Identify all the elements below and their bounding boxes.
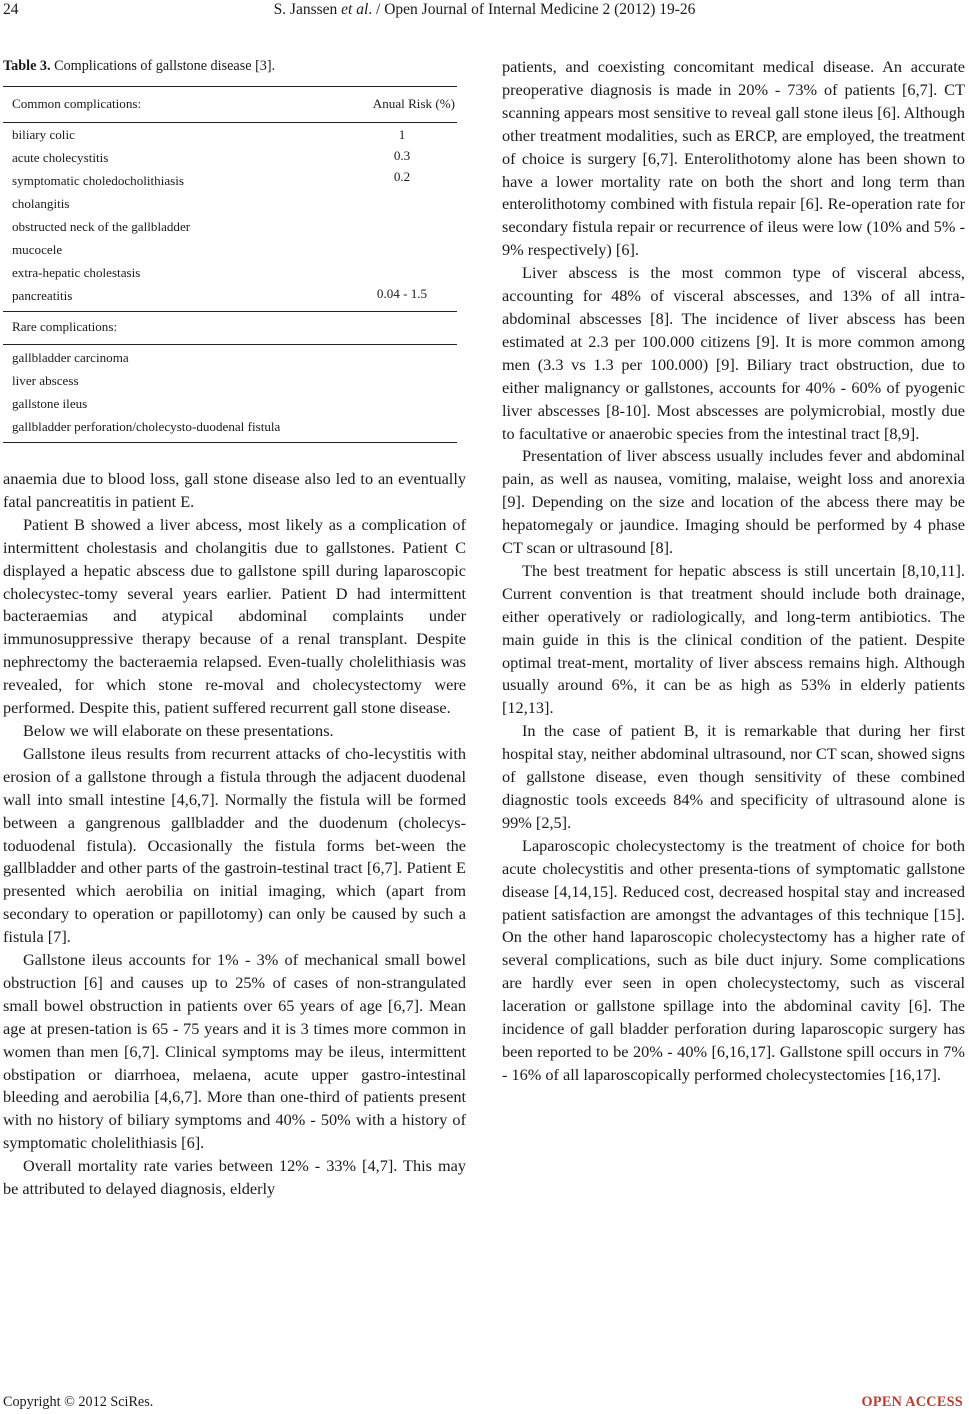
table-row: [12, 127, 457, 147]
complication-risk: 0.3: [393, 148, 411, 163]
complication-name: acute cholecystitis: [12, 150, 109, 165]
paragraph: Gallstone ileus results from recurrent attacks of cho-lecystitis with erosion of a gallstone through a fistula through the adjacent duodenal wall into small intestine [4,6,7]. Normally the fistula will be formed between a gangrenous gallbladder and the duodenum (cholecys-toduodenal fistula). Occasionally the fistula forms bet-ween the gallbladder and other parts of the gastroin-testinal tract [6,7]. Patient E presented which aerobilia on initial imaging, which (apart from secondary to operation or papillotomy) can only be caused by such a fistula [7].: [3, 743, 466, 947]
complication-name: extra-hepatic cholestasis: [12, 265, 141, 280]
table-top-rule: [3, 86, 457, 87]
paragraph: Laparoscopic cholecystectomy is the treatment of choice for both acute cholecystitis and other presenta-tions of symptomatic gallstone disease [4,14,15]. Reduced cost, decreased hospital stay and increased patient satisfaction are amongst the advantages of this technique [15]. On the other hand laparoscopic cholecystectomy has a higher rate of several complications, such as bile duct injury. Some complications are hardly ever seen in open cholecystectomy, such as visceral laceration or gallstone spillage into the abdominal cavity [6]. The incidence of gall bladder perforation during laparoscopic surgery has been reported to be 20% - 40% [6,16,17]. Gallstone spill occurs in 7% - 16% of all laparoscopically performed cholecystectomies [16,17].: [502, 835, 965, 1084]
table-bottom-rule: [3, 442, 457, 443]
paragraph: Patient B showed a liver abcess, most likely as a complication of intermittent cholestasis and cholangitis due to gallstones. Patient C displayed a hepatic abscess due to gallstone spill during laparoscopic cholecystec-tomy several years earlier. Patient D had intermittent bacteraemias and atypical abdominal complaints under immunosuppressive therapy because of a renal transplant. Despite nephrectomy the bacteraemia relapsed. Even-tually cholelithiasis was revealed, for which stone re-moval and cholecystectomy were performed. Despite this, patient suffered recurrent gall stone disease.: [3, 514, 466, 718]
table-row: [12, 150, 457, 170]
running-journal: . / Open Journal of Internal Medicine 2 (2012) 19-26: [368, 1, 696, 18]
paragraph: Overall mortality rate varies between 12% - 33% [4,7]. This may be attributed to delayed diagnosis, elderly: [3, 1156, 466, 1199]
paragraph: Liver abscess is the most common type of visceral abcess, accounting for 48% of visceral abscesses, and 13% of all intra-abdominal abscesses [8]. The incidence of liver abscess has been estimated at 2.3 per 100.000 citizens [9]. It is more common among men (3.3 vs 1.3 per 100.000) [9]. Biliary tract obstruction, due to either malignancy or gallstones, accounts for 40% - 60% of pyogenic liver abscesses [8-10]. Most abscesses are polymicrobial, mostly due to facultative or anaerobic species from the intestinal tract [8,9].: [502, 263, 965, 443]
complication-name: pancreatitis: [12, 288, 73, 303]
table-caption-text: Complications of gallstone disease [3].: [50, 58, 276, 74]
open-access-badge: OPEN ACCESS: [861, 1394, 963, 1410]
complication-name: obstructed neck of the gallbladder: [12, 219, 191, 234]
paragraph: In the case of patient B, it is remarkable that during her first hospital stay, neither abdominal ultrasound, nor CT scan, showed signs of gallstone disease, even though sensitivity of these combined diagnostic tools exceeds 84% and specificity of ultrasound alone is 99% [2,5].: [502, 721, 965, 832]
table-row: [12, 219, 457, 239]
complication-name: gallbladder perforation/cholecysto-duodenal fistula: [12, 419, 281, 434]
complication-risk: 1: [398, 127, 406, 142]
left-column-text: [3, 468, 466, 1201]
table-row: [12, 265, 457, 285]
right-column-text: [502, 56, 965, 1087]
paragraph: Presentation of liver abscess usually includes fever and abdominal pain, as well as nausea, vomiting, malaise, weight loss and anorexia [9]. Depending on the size and location of the abcess there may be hepatomegaly or jaundice. Imaging should be performed by 4 phase CT scan or ultrasound [8].: [502, 446, 965, 558]
table-row: [12, 373, 457, 393]
table-section-rule: [3, 311, 457, 312]
running-authors: S. Janssen: [273, 1, 338, 18]
table-row: [12, 396, 457, 416]
paragraph: patients, and coexisting concomitant medical disease. An accurate preoperative diagnosis is made in 20% - 73% of patients [6,7]. CT scanning appears most sensitive to reveal gall stone ileus [6]. Although other treatment modalities, such as ERCP, are employed, the treatment of choice is surgery [6,7]. Enterolithotomy alone has been shown to have a lower mortality rate on both the short and long term than enterolithotomy combined with fistula repair [6]. Re-operation rate for secondary fistula repair or recurrence of ileus were low (10% and 5% - 9% respectively) [6].: [502, 57, 965, 260]
running-etal: et al: [341, 1, 369, 18]
paragraph: anaemia due to blood loss, gall stone disease also led to an eventually fatal pancreatitis in patient E.: [3, 469, 466, 511]
table-header-rule: [3, 122, 457, 123]
complication-risk: 0.2: [393, 169, 411, 184]
complication-name: symptomatic choledocholithiasis: [12, 173, 185, 188]
table-row: [12, 350, 457, 370]
page-number: 24: [3, 1, 19, 18]
running-header: [0, 0, 969, 22]
table-row: [12, 242, 457, 262]
table-row: [12, 419, 457, 439]
table-header-row: [12, 96, 457, 116]
complication-name: liver abscess: [12, 373, 79, 388]
col-header-risk: Anual Risk (%): [372, 96, 455, 111]
paragraph: The best treatment for hepatic abscess is still uncertain [8,10,11]. Current convention is that treatment should include both drainage, either operatively or radiologically, and long-term antibiotics. The main guide in this is the clinical condition of the patient. Despite optimal treat-ment, mortality of liver abscess remains high. Although usually around 6%, it can be as high as 53% in elderly patients [12,13].: [502, 560, 965, 718]
table-section-rule: [3, 344, 457, 345]
table-row: [12, 196, 457, 216]
running-title: [0, 1, 969, 19]
paragraph: Below we will elaborate on these presentations.: [23, 720, 334, 740]
complication-risk: 0.04 - 1.5: [376, 286, 428, 301]
paragraph: Gallstone ileus accounts for 1% - 3% of mechanical small bowel obstruction [6] and causes up to 25% of cases of non-strangulated small bowel obstruction in patients over 65 years of age [6,7]. Mean age at presen-tation is 65 - 75 years and it is 3 times more common in women than men [6,7]. Clinical symptoms may be ileus, intermittent obstipation or diarrhoea, melaena, acute upper gastro-intestinal bleeding and aerobilia [4,6,7]. More than one-third of patients present with no history of biliary symptoms and 40% - 50% with a history of symptomatic cholelithiasis [6].: [3, 950, 466, 1153]
complication-name: biliary colic: [12, 127, 75, 142]
copyright-notice: Copyright © 2012 SciRes.: [3, 1394, 154, 1410]
complication-name: cholangitis: [12, 196, 70, 211]
table-caption: [3, 58, 275, 75]
table-section-header: [12, 319, 457, 339]
rare-complications-header: Rare complications:: [12, 319, 118, 334]
complication-name: gallbladder carcinoma: [12, 350, 129, 365]
table-row: [12, 169, 457, 193]
table-caption-label: Table 3.: [3, 58, 51, 74]
complication-name: mucocele: [12, 242, 63, 257]
col-header-complications: Common complications:: [12, 96, 142, 111]
complication-name: gallstone ileus: [12, 396, 88, 411]
table-row: [12, 288, 457, 308]
